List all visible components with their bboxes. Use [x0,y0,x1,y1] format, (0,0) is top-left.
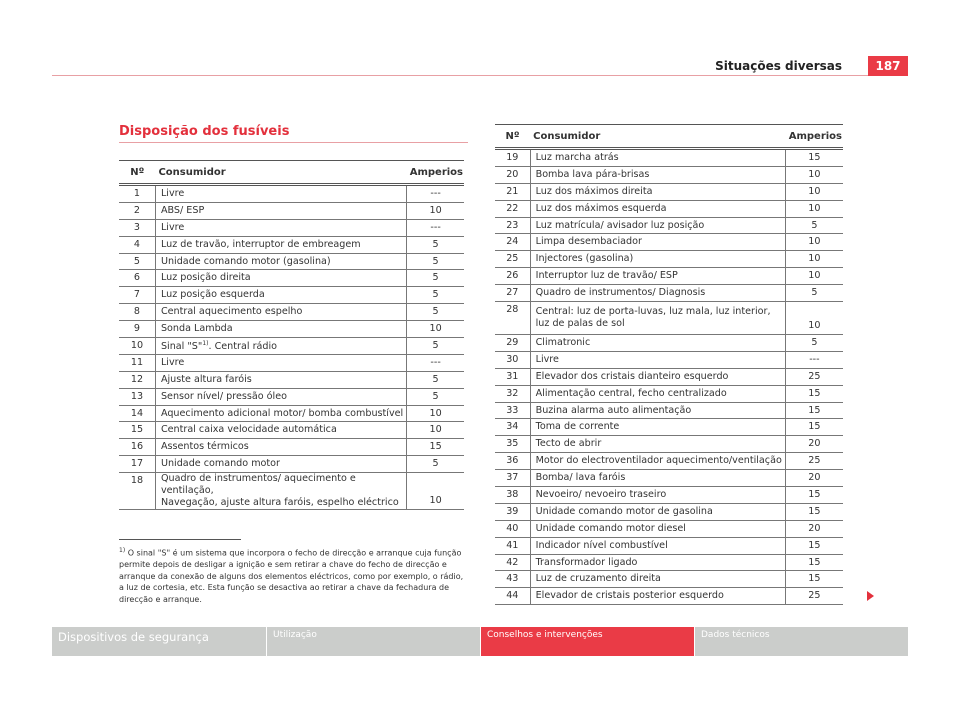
fuse-consumer [530,368,785,385]
consumer-text: Quadro de instrumentos/ Diagnosis [535,287,706,299]
fuse-number: 10 [119,338,155,355]
fuse-consumer [155,304,406,321]
fuse-amps: 5 [407,338,464,355]
fuse-number: 7 [119,287,155,304]
table-row [495,453,843,470]
fuse-number: 24 [495,234,530,251]
fuse-number: 33 [495,402,530,419]
fuse-amps: --- [407,219,464,236]
header-no: Nº [495,125,530,149]
fuse-number: 6 [119,270,155,287]
fuse-number: 27 [495,285,530,302]
fuse-consumer [155,405,406,422]
arrow-right-icon[interactable] [867,591,874,601]
consumer-text: Central caixa velocidade automática [160,424,337,436]
fuse-consumer [155,354,406,371]
fuse-number: 42 [495,554,530,571]
fuse-amps: 10 [785,251,843,268]
fuse-amps: --- [785,351,843,368]
fuse-number: 15 [119,422,155,439]
table-row [495,302,843,335]
header-consumer: Consumidor [155,161,406,185]
fuse-amps: 15 [785,554,843,571]
fuse-amps: 15 [785,571,843,588]
consumer-text: Central aquecimento espelho [160,306,303,318]
consumer-text: Aquecimento adicional motor/ bomba combustível [160,407,404,419]
table-header-row [119,161,464,185]
section-rule [119,142,468,143]
table-row [495,588,843,605]
fuse-consumer [155,185,406,203]
fuse-consumer [530,149,785,167]
consumer-text: Luz marcha atrás [535,151,619,163]
fuse-consumer [155,473,406,510]
fuse-number: 5 [119,253,155,270]
consumer-text-line2: luz de palas de sol [535,318,625,330]
table-row [495,520,843,537]
consumer-text: Injectores (gasolina) [535,253,634,265]
consumer-text: Ajuste altura faróis [160,373,252,385]
fuse-number: 35 [495,436,530,453]
fuse-amps: 5 [407,304,464,321]
fuse-amps: 10 [407,202,464,219]
fuse-number: 11 [119,354,155,371]
fuse-number: 8 [119,304,155,321]
table-row [495,503,843,520]
table-row [495,234,843,251]
consumer-text: ABS/ ESP [160,204,205,216]
consumer-text: Livre [160,221,185,233]
fuse-consumer [155,388,406,405]
table-row [119,202,464,219]
footnote-text: O sinal "S" é um sistema que incorpora o fecho de direcção e arranque cuja função permite depois de desligar a ignição e sem retirar a chave do fecho de direcção e arranque da conexão de alguns dos elementos eléctricos, como por exemplo, o rádio, a luz de cortesia, etc. Esta função se desactiva ao retirar a chave da fechadura de direcção e arranque. [119,548,464,604]
table-row [495,335,843,352]
table-row [495,217,843,234]
consumer-text: Quadro de instrumentos/ aquecimento e ventilação, [160,473,356,497]
table-row [495,149,843,167]
fuse-consumer [530,503,785,520]
fuse-amps: 5 [785,285,843,302]
table-row [119,321,464,338]
fuse-amps: 10 [785,200,843,217]
fuse-consumer [155,321,406,338]
fuse-consumer [155,202,406,219]
fuse-consumer [155,422,406,439]
table-row [119,473,464,510]
fuse-number: 37 [495,470,530,487]
fuse-amps: 10 [407,473,464,510]
fuse-consumer [155,439,406,456]
fuse-consumer [155,236,406,253]
fuse-consumer [530,183,785,200]
table-row [495,470,843,487]
consumer-text: Elevador dos cristais dianteiro esquerdo [535,370,729,382]
fuse-amps: 15 [785,149,843,167]
fuse-amps: 15 [785,487,843,504]
fuse-number: 23 [495,217,530,234]
fuse-number: 12 [119,371,155,388]
consumer-text: Luz posição esquerda [160,289,265,301]
fuse-number: 16 [119,439,155,456]
header-consumer: Consumidor [530,125,785,149]
footnote [119,545,469,605]
fuse-table-left [119,160,464,510]
fuse-number: 31 [495,368,530,385]
consumer-text: Bomba/ lava faróis [535,472,626,484]
fuse-amps: 15 [785,402,843,419]
fuse-consumer [155,371,406,388]
consumer-text: Interruptor luz de travão/ ESP [535,270,678,282]
header-no: Nº [119,161,155,185]
fuse-number: 30 [495,351,530,368]
header-amps: Amperios [407,161,464,185]
table-row [495,385,843,402]
footnote-ref: 1) [202,340,209,348]
consumer-text: Climatronic [535,336,591,348]
fuse-consumer [530,571,785,588]
table-row [119,287,464,304]
table-row [495,200,843,217]
fuse-amps: 10 [407,422,464,439]
consumer-text: Luz posição direita [160,272,251,284]
fuse-number: 18 [119,473,155,510]
fuse-number: 14 [119,405,155,422]
fuse-consumer [530,487,785,504]
consumer-text: Luz de cruzamento direita [535,573,661,585]
tab-conselhos-intervencoes[interactable]: Conselhos e intervenções [480,627,694,656]
fuse-consumer [530,166,785,183]
table-row [495,419,843,436]
consumer-text: Sinal "S" [160,341,203,353]
fuse-number: 1 [119,185,155,203]
table-row [495,166,843,183]
consumer-text: Buzina alarma auto alimentação [535,404,692,416]
fuse-amps: 5 [407,371,464,388]
fuse-amps: 25 [785,453,843,470]
consumer-text: Unidade comando motor de gasolina [535,505,713,517]
fuse-amps: 15 [785,385,843,402]
fuse-number: 22 [495,200,530,217]
fuse-amps: 5 [407,236,464,253]
consumer-text: Luz dos máximos esquerda [535,202,667,214]
fuse-consumer [530,351,785,368]
fuse-amps: 10 [785,166,843,183]
consumer-text: Unidade comando motor diesel [535,522,686,534]
fuse-consumer [155,270,406,287]
fuse-amps: 10 [407,405,464,422]
fuse-consumer [155,219,406,236]
table-row [119,354,464,371]
consumer-text: Tecto de abrir [535,438,602,450]
table-header-row [495,125,843,149]
footer-nav [52,627,908,656]
fuse-number: 43 [495,571,530,588]
fuse-consumer [530,200,785,217]
table-row [495,436,843,453]
fuse-consumer [530,302,785,335]
fuse-number: 34 [495,419,530,436]
consumer-text-after: . Central rádio [208,341,278,353]
fuse-number: 28 [495,302,530,335]
fuse-number: 3 [119,219,155,236]
fuse-number: 32 [495,385,530,402]
fuse-number: 39 [495,503,530,520]
fuse-number: 25 [495,251,530,268]
consumer-text: Livre [535,353,559,365]
consumer-text: Alimentação central, fecho centralizado [535,387,727,399]
fuse-consumer [155,287,406,304]
table-row [495,368,843,385]
fuse-amps: 5 [407,287,464,304]
fuse-number: 2 [119,202,155,219]
fuse-number: 4 [119,236,155,253]
fuse-amps: --- [407,185,464,203]
fuse-number: 41 [495,537,530,554]
fuse-consumer [530,588,785,605]
consumer-text: Luz de travão, interruptor de embreagem [160,238,361,250]
consumer-text: Livre [160,187,185,199]
fuse-consumer [530,251,785,268]
consumer-text: Sensor nível/ pressão óleo [160,390,287,402]
tab-utilizacao[interactable]: Utilização [266,627,480,656]
consumer-text: Luz dos máximos direita [535,185,653,197]
fuse-consumer [530,436,785,453]
table-row [119,405,464,422]
fuse-amps: 10 [785,183,843,200]
header-rule [52,75,908,76]
fuse-consumer [530,234,785,251]
header-amps: Amperios [785,125,843,149]
page-number: 187 [868,56,908,76]
table-row [495,251,843,268]
fuse-consumer [155,338,406,355]
fuse-amps: 25 [785,588,843,605]
fuse-number: 29 [495,335,530,352]
section-title: Disposição dos fusíveis [119,124,290,139]
fuse-amps: 5 [407,388,464,405]
footnote-rule [119,539,241,540]
fuse-number: 9 [119,321,155,338]
table-row [495,183,843,200]
fuse-number: 21 [495,183,530,200]
tab-dispositivos-seguranca[interactable]: Dispositivos de segurança [52,627,266,656]
consumer-text: Unidade comando motor [160,458,280,470]
consumer-text: Sonda Lambda [160,323,233,335]
consumer-text: Assentos térmicos [160,441,249,453]
table-row [119,270,464,287]
table-row [495,268,843,285]
table-row [119,304,464,321]
consumer-text: Toma de corrente [535,421,620,433]
table-row [495,537,843,554]
fuse-consumer [530,335,785,352]
fuse-consumer [530,217,785,234]
table-row [119,422,464,439]
footnote-marker: 1) [119,547,126,554]
fuse-number: 20 [495,166,530,183]
fuse-table-right [495,124,843,605]
consumer-text: Livre [160,356,185,368]
fuse-amps: 5 [785,335,843,352]
fuse-consumer [530,453,785,470]
consumer-text: Limpa desembaciador [535,236,642,248]
fuse-consumer [530,385,785,402]
table-row [119,439,464,456]
fuse-amps: --- [407,354,464,371]
fuse-amps: 25 [785,368,843,385]
fuse-number: 40 [495,520,530,537]
fuse-amps: 10 [407,321,464,338]
fuse-amps: 15 [785,537,843,554]
consumer-text-line2: Navegação, ajuste altura faróis, espelho eléctrico [160,497,399,509]
fuse-amps: 15 [785,419,843,436]
fuse-number: 38 [495,487,530,504]
fuse-consumer [530,419,785,436]
table-row [119,236,464,253]
consumer-text: Bomba lava pára-brisas [535,168,650,180]
fuse-number: 13 [119,388,155,405]
table-row [119,185,464,203]
table-row [119,388,464,405]
fuse-amps: 15 [785,503,843,520]
consumer-text: Elevador de cristais posterior esquerdo [535,590,724,602]
table-row [119,219,464,236]
fuse-number: 26 [495,268,530,285]
fuse-consumer [530,402,785,419]
fuse-consumer [530,520,785,537]
fuse-amps: 20 [785,436,843,453]
fuse-consumer [530,285,785,302]
fuse-amps: 10 [785,234,843,251]
table-row [495,571,843,588]
consumer-text: Nevoeiro/ nevoeiro traseiro [535,488,667,500]
table-row [495,554,843,571]
consumer-text: Motor do electroventilador aquecimento/ventilação [535,455,782,467]
fuse-consumer [530,554,785,571]
fuse-amps: 5 [407,253,464,270]
fuse-amps: 5 [407,456,464,473]
fuse-amps: 5 [785,217,843,234]
table-row [495,487,843,504]
fuse-number: 17 [119,456,155,473]
consumer-text: Luz matrícula/ avisador luz posição [535,219,705,231]
tab-dados-tecnicos[interactable]: Dados técnicos [694,627,908,656]
table-row [119,338,464,355]
fuse-amps: 20 [785,470,843,487]
table-row [119,371,464,388]
fuse-consumer [530,537,785,554]
header-title: Situações diversas [715,59,842,73]
fuse-amps: 15 [407,439,464,456]
table-row [495,402,843,419]
fuse-consumer [530,268,785,285]
consumer-text: Indicador nível combustível [535,539,668,551]
fuse-consumer [155,456,406,473]
fuse-amps: 10 [785,268,843,285]
fuse-amps: 20 [785,520,843,537]
fuse-consumer [155,253,406,270]
fuse-number: 44 [495,588,530,605]
fuse-number: 19 [495,149,530,167]
fuse-amps: 10 [785,302,843,335]
fuse-amps: 5 [407,270,464,287]
table-row [495,351,843,368]
consumer-text: Transformador ligado [535,556,638,568]
consumer-text: Unidade comando motor (gasolina) [160,255,331,267]
table-row [119,456,464,473]
table-row [119,253,464,270]
table-row [495,285,843,302]
fuse-number: 36 [495,453,530,470]
consumer-text: Central: luz de porta-luvas, luz mala, luz interior, [535,306,771,318]
fuse-consumer [530,470,785,487]
